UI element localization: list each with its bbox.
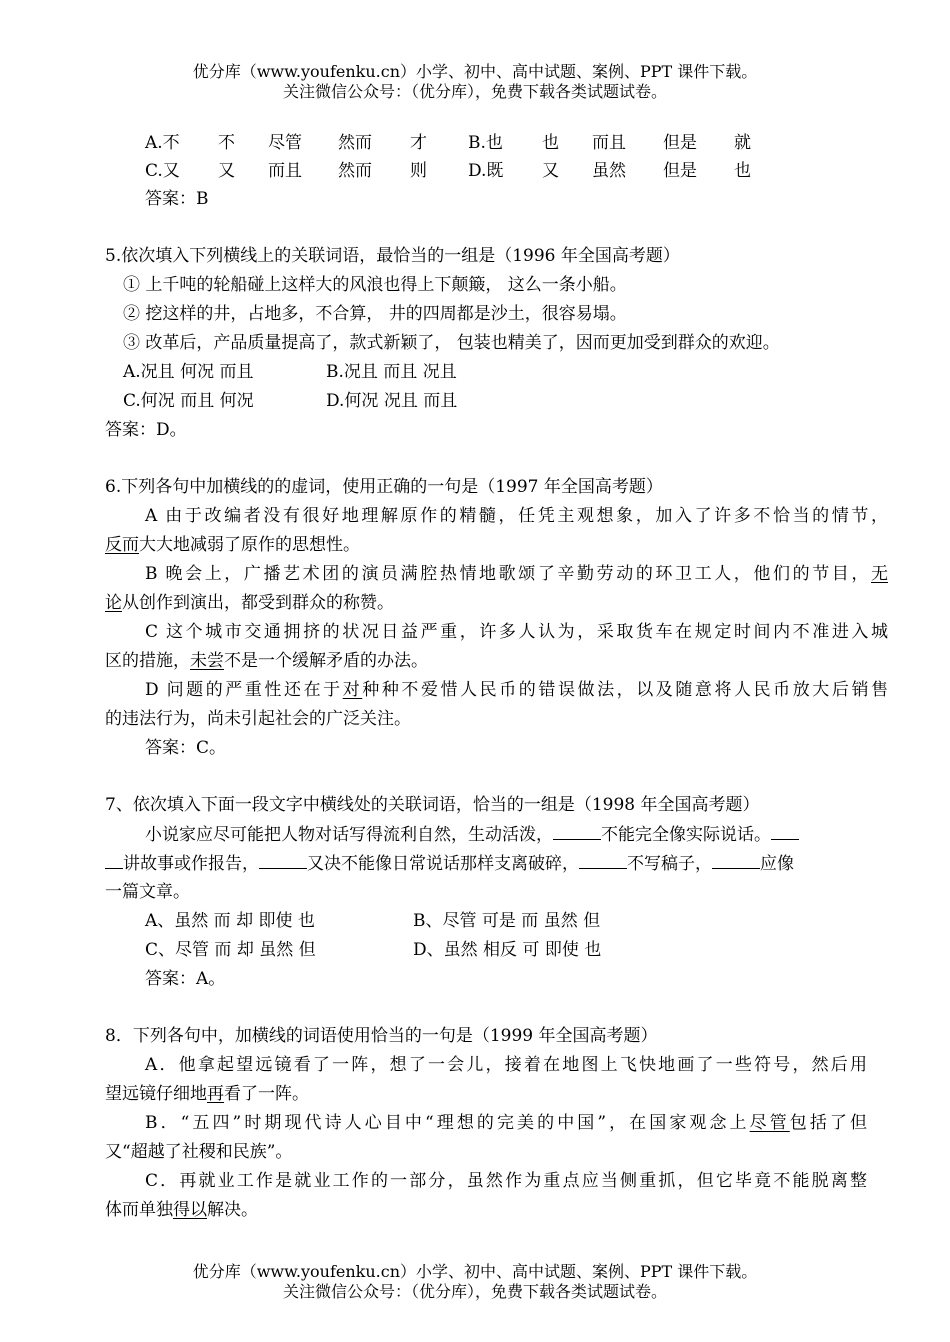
q4-option-a-3: 尽管 <box>268 133 302 153</box>
q7-blank-3 <box>259 852 307 869</box>
q8-underlined-word-a: 再 <box>207 1084 224 1104</box>
q8-stem: 8．下列各句中，加横线的词语使用恰当的一句是（1999 年全国高考题） <box>105 1026 658 1046</box>
q8-option-b-line1: B．“五四”时期现代诗人心目中“理想的完美的中国”，在国家观念上尽管包括了但 <box>145 1113 868 1133</box>
q7-blank-2b <box>105 852 123 869</box>
q7-blank-5 <box>712 852 760 869</box>
q4-option-a-2: 不 <box>218 133 235 153</box>
q7-option-a: A、虽然 而 却 即使 也 <box>145 911 315 931</box>
q4-option-c-4: 然而 <box>338 161 372 181</box>
q6-option-d-line1: D 问题的严重性还在于对种种不爱惜人民币的错误做法，以及随意将人民币放大后销售 <box>145 680 889 700</box>
q7-blank-2a <box>771 823 799 840</box>
q6-option-c-line1: C 这个城市交通拥挤的状况日益严重，许多人认为，采取货车在规定时间内不准进入城 <box>145 622 888 642</box>
q8-option-a-line2: 望远镜仔细地再看了一阵。 <box>105 1084 309 1104</box>
q6-underlined-word-a: 反而 <box>105 535 139 555</box>
q6-stem: 6.下列各句中加横线的的虚词，使用正确的一句是（1997 年全国高考题） <box>105 477 663 497</box>
q8-option-b-line2: 又“超越了社稷和民族”。 <box>105 1142 293 1162</box>
q8-option-c-line1: C．再就业工作是就业工作的一部分，虽然作为重点应当侧重抓，但它毕竟不能脱离整 <box>145 1171 867 1191</box>
q4-option-a-4: 然而 <box>338 133 372 153</box>
q7-answer: 答案：A。 <box>145 969 226 989</box>
q4-option-b-5: 就 <box>734 133 751 153</box>
q8-underlined-word-b: 尽管 <box>749 1113 790 1133</box>
q4-option-c: C.又 <box>145 161 180 181</box>
q6-option-c-line2: 区的措施，未尝不是一个缓解矛盾的办法。 <box>105 651 428 671</box>
q5-answer: 答案：D。 <box>105 420 187 440</box>
q8-option-c-line2: 体而单独得以解决。 <box>105 1200 258 1220</box>
q4-option-b-3: 而且 <box>592 133 626 153</box>
q7-passage-line1: 小说家应尽可能把人物对话写得流利自然，生动活泼， 不能完全像实际说话。 <box>145 823 888 846</box>
q4-option-d-5: 也 <box>734 161 751 181</box>
q6-underlined-word-b1: 无 <box>871 564 888 584</box>
q4-option-d-3: 虽然 <box>592 161 626 181</box>
q4-option-c-5: 则 <box>410 161 427 181</box>
q4-options-row-ab <box>0 132 950 154</box>
q7-passage-line3: 一篇文章。 <box>105 882 190 902</box>
page-header-line1: 优分库（www.youfenku.cn）小学、初中、高中试题、案例、PPT 课件下载。 <box>192 62 758 81</box>
q6-option-a-line1: A 由于改编者没有很好地理解原作的精髓，任凭主观想象，加入了许多不恰当的情节， <box>145 506 888 526</box>
q8-underlined-word-c: 得以 <box>173 1200 207 1220</box>
page-footer-line1: 优分库（www.youfenku.cn）小学、初中、高中试题、案例、PPT 课件下载。 <box>192 1262 758 1281</box>
q5-stem: 5.依次填入下列横线上的关联词语，最恰当的一组是（1996 年全国高考题） <box>105 246 680 266</box>
q5-option-c: C.何况 而且 何况 <box>123 391 254 411</box>
q4-option-b: B.也 <box>468 133 503 153</box>
q6-option-d-line2: 的违法行为，尚未引起社会的广泛关注。 <box>105 709 411 729</box>
q5-option-b: B.况且 而且 况且 <box>326 362 457 382</box>
q5-option-a: A.况且 何况 而且 <box>123 362 254 382</box>
q6-underlined-word-b2: 论 <box>105 593 122 613</box>
q5-sentence-2: ② 挖这样的井，占地多，不合算， 井的四周都是沙土，很容易塌。 <box>123 304 627 324</box>
q5-option-d: D.何况 况且 而且 <box>326 391 458 411</box>
q6-answer: 答案：C。 <box>145 738 227 758</box>
q6-underlined-word-c: 未尝 <box>190 651 224 671</box>
q5-sentence-3: ③ 改革后，产品质量提高了，款式新颖了， 包装也精美了，因而更加受到群众的欢迎。 <box>123 333 780 353</box>
q6-option-a-line2: 反而大大地减弱了原作的思想性。 <box>105 535 360 555</box>
q7-stem: 7、依次填入下面一段文字中横线处的关联词语，恰当的一组是（1998 年全国高考题） <box>105 795 760 815</box>
q7-option-b: B、尽管 可是 而 虽然 但 <box>413 911 601 931</box>
q4-option-b-2: 也 <box>542 133 559 153</box>
q6-option-b-line1: B 晚会上，广播艺术团的演员满腔热情地歌颂了辛勤劳动的环卫工人，他们的节目，无 <box>145 564 888 584</box>
q8-option-a-line1: A．他拿起望远镜看了一阵，想了一会儿，接着在地图上飞快地画了一些符号，然后用 <box>145 1055 867 1075</box>
q4-answer: 答案：B <box>145 189 209 209</box>
q5-sentence-1: ① 上千吨的轮船碰上这样大的风浪也得上下颠簸， 这么一条小船。 <box>123 275 627 295</box>
q7-blank-1 <box>553 823 601 840</box>
q7-blank-4 <box>579 852 627 869</box>
q4-option-a-5: 才 <box>410 133 427 153</box>
q7-option-c: C、尽管 而 却 虽然 但 <box>145 940 316 960</box>
page-header-line2: 关注微信公众号：（优分库），免费下载各类试题试卷。 <box>282 82 667 101</box>
q4-option-b-4: 但是 <box>663 133 697 153</box>
q7-option-d: D、虽然 相反 可 即使 也 <box>413 940 602 960</box>
q4-option-d: D.既 <box>468 161 504 181</box>
q4-option-d-2: 又 <box>542 161 559 181</box>
page-footer-line2: 关注微信公众号：（优分库），免费下载各类试题试卷。 <box>282 1282 667 1301</box>
q7-passage-line2: 讲故事或作报告， 又决不能像日常说话那样支离破碎， 不写稿子， 应像 <box>105 852 888 875</box>
q4-option-d-4: 但是 <box>663 161 697 181</box>
q6-option-b-line2: 论从创作到演出，都受到群众的称赞。 <box>105 593 394 613</box>
q6-underlined-word-d: 对 <box>342 680 363 700</box>
q4-option-c-3: 而且 <box>268 161 302 181</box>
q4-options-row-cd <box>0 160 950 182</box>
q4-option-c-2: 又 <box>218 161 235 181</box>
q4-option-a: A.不 <box>145 133 180 153</box>
